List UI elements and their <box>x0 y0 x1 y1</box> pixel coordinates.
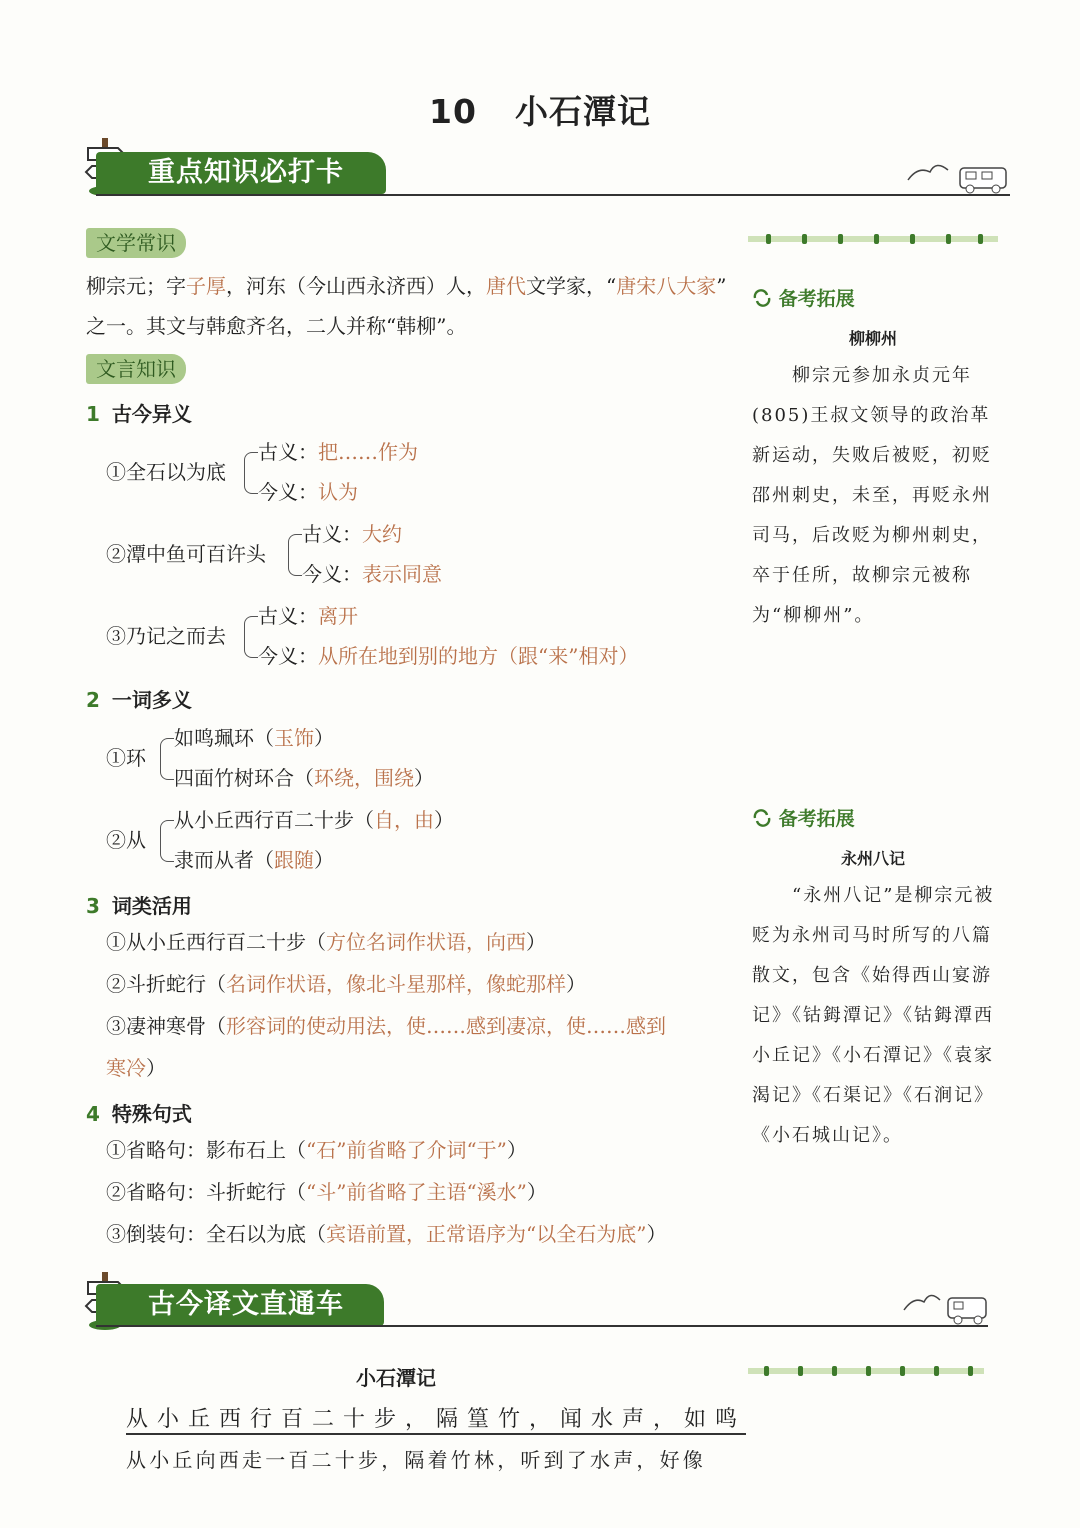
example-text: ③倒装句：全石以为底（ <box>106 1222 326 1246</box>
section-heading-polysemy <box>86 684 192 713</box>
gujin-ancient <box>258 596 358 636</box>
example-text: ①从小丘西行百二十步（ <box>106 930 326 954</box>
section-heading-word-class <box>86 890 192 919</box>
section-heading-ancient-modern <box>86 398 192 427</box>
section-number: 2 <box>86 688 100 712</box>
banner-divider <box>96 1325 988 1327</box>
polysemy-example <box>174 758 434 798</box>
brace <box>244 452 258 494</box>
gujin-phrase: ②潭中鱼可百许头 <box>106 542 266 566</box>
original-text-line: 从小丘西行百二十步，隔篁竹，闻水声，如鸣 <box>126 1402 746 1435</box>
example-text: 隶而从者（ <box>174 848 274 872</box>
sidebar-title: 柳柳州 <box>848 329 897 348</box>
label: 今义： <box>302 562 362 586</box>
section-title: 古今异义 <box>111 402 192 426</box>
polysemy-example <box>174 800 454 840</box>
label: 今义： <box>258 480 318 504</box>
sidebar-heading-text: 备考拓展 <box>778 288 855 310</box>
meaning: 形容词的使动用法，使……感到凄凉，使……感到 <box>226 1014 666 1038</box>
word-class-item <box>106 1006 666 1046</box>
example-text: 四面竹树环合（ <box>174 766 314 790</box>
sidebar-body: 柳宗元参加永贞元年(805)王叔文领导的政治革新运动，失败后被贬，初贬邵州刺史，未至，再贬永州司马，后改贬为柳州刺史，卒于任所，故柳宗元被称为“柳柳州”。 <box>752 365 992 626</box>
gujin-modern <box>302 554 442 594</box>
example-text: ②斗折蛇行（ <box>106 972 226 996</box>
meaning: 离开 <box>318 604 358 628</box>
sentence-pattern-item <box>106 1172 547 1212</box>
gujin-phrase: ①全石以为底 <box>106 460 226 484</box>
meaning: 大约 <box>362 522 402 546</box>
translation-line: 从小丘向西走一百二十步，隔着竹林，听到了水声，好像 <box>126 1448 706 1472</box>
sidebar-heading-text: 备考拓展 <box>778 808 855 830</box>
sidebar-title: 永州八记 <box>840 849 905 868</box>
meaning: 名词作状语，像北斗星那样，像蛇那样 <box>226 972 566 996</box>
section-number: 3 <box>86 894 100 918</box>
meaning: 从所在地到别的地方（跟“来”相对） <box>318 644 639 668</box>
meaning: 把……作为 <box>318 440 418 464</box>
refresh-icon <box>752 809 772 827</box>
banner-divider <box>96 194 1010 196</box>
sentence-pattern-item <box>106 1130 527 1170</box>
meaning: 环绕，围绕 <box>314 766 414 790</box>
gujin-ancient <box>258 432 418 472</box>
brace <box>288 534 302 576</box>
paren: ） <box>646 1222 667 1246</box>
paren: ） <box>314 726 334 750</box>
camper-van-icon <box>900 1282 990 1326</box>
label: 今义： <box>258 644 318 668</box>
meaning: 跟随 <box>274 848 314 872</box>
sidebar-heading <box>752 804 855 831</box>
meaning: 自，由 <box>374 808 434 832</box>
gujin-modern <box>258 636 638 676</box>
example-text: 如鸣珮环（ <box>174 726 274 750</box>
brace <box>160 820 174 862</box>
lit-text: 柳宗元；字 <box>86 274 186 298</box>
sentence-pattern-item <box>106 1214 666 1254</box>
lesson-number: 10 <box>429 92 477 131</box>
section-banner-key-knowledge: 重点知识必打卡 <box>96 152 386 194</box>
refresh-icon <box>752 289 772 307</box>
sidebar-body: “永州八记”是柳宗元被贬为永州司马时所写的八篇散文，包含《始得西山宴游记》《钴鉧潭记》《钴鉧潭西小丘记》《小石潭记》《袁家渴记》《石渠记》《石涧记》《小石城山记》。 <box>752 885 995 1146</box>
literary-line-1 <box>86 266 726 306</box>
section-number: 1 <box>86 402 100 426</box>
paren: ） <box>414 766 434 790</box>
word-class-item <box>106 922 546 962</box>
paren: ） <box>506 1138 527 1162</box>
paren: ） <box>526 930 546 954</box>
example-text: ①省略句：影布石上（ <box>106 1138 306 1162</box>
lesson-title: 小石潭记 <box>514 92 651 131</box>
lit-text: ，河东（今山西永济西）人， <box>226 274 486 298</box>
label: 古义： <box>258 440 318 464</box>
polysemy-word: ①环 <box>106 746 146 770</box>
polysemy-example <box>174 718 334 758</box>
literary-line-2: 之一。其文与韩愈齐名，二人并称“韩柳”。 <box>86 314 467 338</box>
meaning: “斗”前省略了主语“溪水” <box>306 1180 527 1204</box>
word-class-item <box>106 964 586 1004</box>
text-title: 小石潭记 <box>356 1366 436 1390</box>
gujin-phrase: ③乃记之而去 <box>106 624 226 648</box>
meaning: 认为 <box>318 480 358 504</box>
brace <box>244 616 258 658</box>
example-text: ②省略句：斗折蛇行（ <box>106 1180 306 1204</box>
section-heading-sentence-patterns <box>86 1098 192 1127</box>
tag-classical-knowledge: 文言知识 <box>86 354 186 384</box>
dotted-divider <box>748 232 998 246</box>
lit-highlight: 唐宋八大家 <box>616 274 717 298</box>
meaning: “石”前省略了介词“于” <box>306 1138 507 1162</box>
meaning: 寒冷 <box>106 1056 146 1080</box>
paren: ） <box>146 1056 166 1080</box>
section-number: 4 <box>86 1102 100 1126</box>
meaning: 方位名词作状语，向西 <box>326 930 526 954</box>
paren: ） <box>434 808 454 832</box>
label: 古义： <box>302 522 362 546</box>
section-title: 词类活用 <box>111 894 192 918</box>
section-banner-translation: 古今译文直通车 <box>96 1284 384 1326</box>
lit-highlight: 唐代 <box>486 274 526 298</box>
paren: ） <box>526 1180 547 1204</box>
word-class-item-continued <box>106 1048 166 1088</box>
dotted-divider <box>748 1364 984 1378</box>
section-title: 一词多义 <box>111 688 192 712</box>
paren: ） <box>566 972 586 996</box>
example-text: ③凄神寒骨（ <box>106 1014 226 1038</box>
tag-literary-knowledge: 文学常识 <box>86 228 186 258</box>
gujin-ancient <box>302 514 402 554</box>
section-title: 特殊句式 <box>111 1102 192 1126</box>
gujin-modern <box>258 472 358 512</box>
polysemy-example <box>174 840 334 880</box>
brace <box>160 738 174 780</box>
meaning: 玉饰 <box>274 726 314 750</box>
meaning: 宾语前置，正常语序为“以全石为底” <box>326 1222 647 1246</box>
lit-highlight: 子厚 <box>186 274 226 298</box>
lit-text: 文学家，“ <box>526 274 617 298</box>
camper-van-icon <box>904 150 1010 194</box>
page-title <box>0 86 1080 133</box>
paren: ） <box>314 848 334 872</box>
example-text: 从小丘西行百二十步（ <box>174 808 374 832</box>
lit-text: ” <box>716 274 727 298</box>
label: 古义： <box>258 604 318 628</box>
polysemy-word: ②从 <box>106 828 146 852</box>
meaning: 表示同意 <box>362 562 442 586</box>
sidebar-heading <box>752 284 855 311</box>
